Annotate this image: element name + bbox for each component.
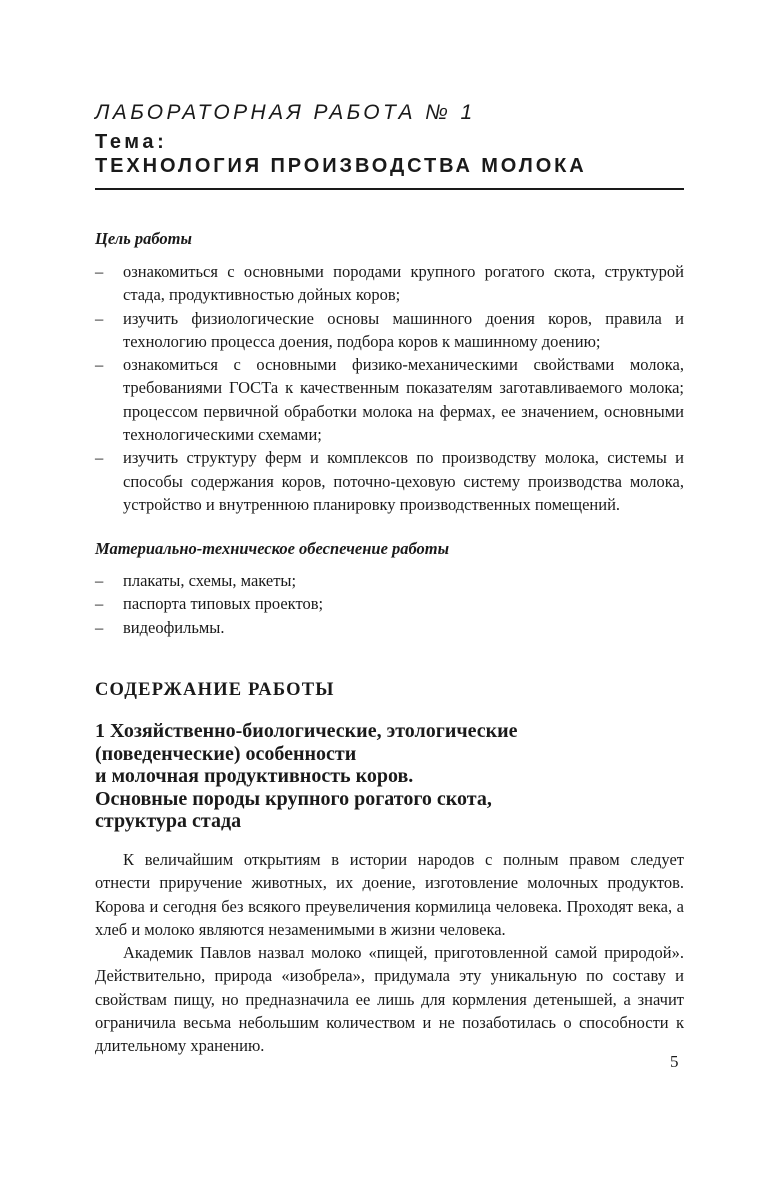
subheading-line: Основные породы крупного рогатого скота,	[95, 787, 492, 810]
goals-item-text: ознакомиться с основными породами крупного рогатого скота, структурой стада, продуктивностью дойных коров;	[123, 262, 684, 305]
goals-heading: Цель работы	[95, 229, 192, 248]
dash-bullet: –	[95, 571, 104, 590]
equipment-list-item	[95, 569, 684, 592]
goals-list-item	[95, 260, 684, 307]
lab-title: ЛАБОРАТОРНАЯ РАБОТА № 1	[95, 101, 476, 124]
equipment-item-text: плакаты, схемы, макеты;	[123, 571, 297, 590]
goals-list-item	[95, 446, 684, 516]
goals-item-text: изучить структуру ферм и комплексов по производству молока, системы и способы содержания коров, поточно-цеховую систему производства молока, устройство и внутреннюю планировку производственных помещений.	[123, 448, 684, 514]
title-divider	[95, 188, 684, 190]
goals-item-text: изучить физиологические основы машинного доения коров, правила и технологию процесса доения, подбора коров к машинному доению;	[123, 308, 684, 351]
dash-bullet: –	[95, 308, 104, 328]
content-heading: СОДЕРЖАНИЕ РАБОТЫ	[95, 680, 335, 700]
dash-bullet: –	[95, 355, 104, 375]
subheading-line: и молочная продуктивность коров.	[95, 765, 414, 788]
dash-bullet: –	[95, 262, 104, 281]
topic-title: ТЕХНОЛОГИЯ ПРОИЗВОДСТВА МОЛОКА	[95, 155, 587, 177]
goals-list-item	[95, 353, 684, 446]
equipment-item-text: видеофильмы.	[123, 617, 225, 637]
goals-list-item	[95, 307, 684, 354]
subheading-line: 1 Хозяйственно-биологические, этологические	[95, 720, 518, 742]
goals-item-text: ознакомиться с основными физико-механическими свойствами молока, требованиями ГОСТа к качественным показателям заготавливаемого молока; процессом первичной обработки молока на фермах, ее значением, основными технологическими схемами;	[123, 355, 684, 445]
dash-bullet: –	[95, 594, 104, 614]
body-paragraph: Академик Павлов назвал молоко «пищей, приготовленной самой природой». Действительно, природа «изобрела», придумала эту уникальную по составу и свойствам пищу, но предназначила ее лишь для кормления детенышей, а значит ограничила весьма небольшим количеством и не позаботилась о способности к длительному хранению.	[95, 943, 684, 1056]
dash-bullet: –	[95, 448, 104, 468]
subheading-line: (поведенческие) особенности	[95, 742, 357, 765]
goals-list	[95, 260, 684, 516]
equipment-heading: Материально-техническое обеспечение работы	[95, 539, 450, 558]
dash-bullet: –	[95, 617, 104, 637]
topic-label: Тема:	[95, 131, 168, 153]
subheading-line: структура стада	[95, 810, 242, 833]
section-subheading	[95, 720, 684, 833]
equipment-list-item	[95, 592, 684, 615]
body-paragraph: К величайшим открытиям в истории народов с полным правом следует отнести приручение животных, их доение, изготовление молочных продуктов. Корова и сегодня без всякого преувеличения кормилица человека. Проходят века, а хлеб и молоко являются незаменимыми в жизни человека.	[95, 850, 684, 939]
equipment-list-item	[95, 616, 684, 639]
equipment-item-text: паспорта типовых проектов;	[123, 594, 324, 614]
equipment-list	[95, 569, 684, 639]
page-number: 5	[670, 1052, 679, 1071]
